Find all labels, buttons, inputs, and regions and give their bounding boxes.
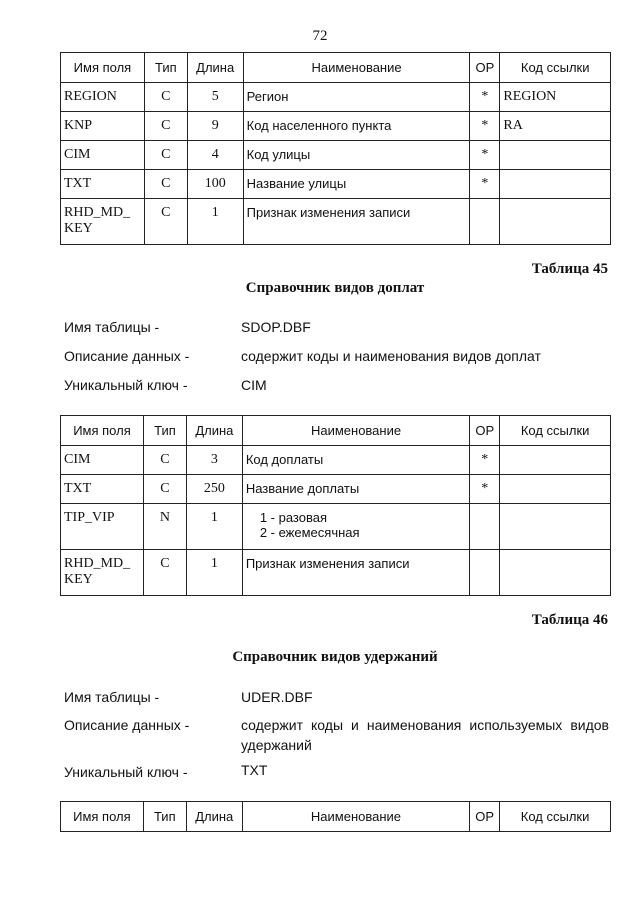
column-header-type: Тип (144, 53, 187, 83)
meta-value-unique-key: CIM (241, 377, 267, 393)
cell-op: * (470, 170, 500, 199)
cell-field-name: TXT (61, 170, 145, 199)
cell-title: Признак изменения записи (242, 550, 469, 596)
cell-field-name: REGION (61, 83, 145, 112)
column-header-field-name: Имя поля (61, 53, 145, 83)
cell-field-name: TXT (61, 475, 144, 504)
table-row (61, 112, 611, 141)
table-number-45: Таблица 45 (531, 261, 608, 277)
column-header-length: Длина (187, 53, 243, 83)
cell-op: * (470, 141, 500, 170)
fields-table-continued (60, 52, 611, 245)
page-number: 72 (312, 28, 328, 44)
column-header-op: ОР (470, 53, 500, 83)
meta-value-description: содержит коды и наименования используемых видов удержаний (241, 717, 609, 753)
cell-length: 9 (187, 112, 243, 141)
column-header-length: Длина (186, 802, 242, 832)
meta-label-table-name: Имя таблицы - (64, 689, 160, 705)
cell-length: 100 (187, 170, 243, 199)
cell-length: 1 (186, 550, 242, 596)
table-header-row (61, 53, 611, 83)
cell-length: 1 (186, 504, 242, 550)
column-header-field-name: Имя поля (61, 802, 144, 832)
cell-title: Название улицы (243, 170, 470, 199)
table-title-45: Справочник видов доплат (245, 280, 425, 296)
cell-field-name: KNP (61, 112, 145, 141)
column-header-type: Тип (143, 416, 186, 446)
cell-ref (500, 504, 611, 550)
cell-title: Код доплаты (242, 446, 469, 475)
column-header-title: Наименование (243, 53, 470, 83)
cell-length: 4 (187, 141, 243, 170)
table-row (61, 446, 611, 475)
table-row (61, 475, 611, 504)
table-row (61, 550, 611, 596)
list-item: 2 - ежемесячная (259, 525, 360, 540)
column-header-ref: Код ссылки (500, 802, 611, 832)
cell-ref (500, 199, 611, 245)
cell-op (470, 550, 500, 596)
cell-length: 5 (187, 83, 243, 112)
meta-label-unique-key: Уникальный ключ - (64, 764, 188, 780)
cell-op: * (470, 112, 500, 141)
cell-length: 3 (186, 446, 242, 475)
column-header-type: Тип (143, 802, 186, 832)
cell-field-name: RHD_MD_ KEY (61, 199, 145, 245)
cell-ref (500, 475, 611, 504)
meta-label-unique-key: Уникальный ключ - (64, 377, 188, 393)
cell-type: N (143, 504, 186, 550)
table-row (61, 141, 611, 170)
column-header-title: Наименование (242, 416, 469, 446)
table-row (61, 199, 611, 245)
cell-op: * (470, 83, 500, 112)
cell-op: * (470, 446, 500, 475)
column-header-ref: Код ссылки (500, 416, 611, 446)
cell-type: C (144, 141, 187, 170)
meta-value-description: содержит коды и наименования видов доплат (241, 348, 541, 364)
cell-type: C (144, 170, 187, 199)
cell-ref (500, 446, 611, 475)
column-header-title: Наименование (242, 802, 470, 832)
column-header-ref: Код ссылки (500, 53, 611, 83)
table-title-46: Справочник видов удержаний (232, 649, 438, 665)
column-header-field-name: Имя поля (61, 416, 144, 446)
cell-title: Код населенного пункта (243, 112, 470, 141)
cell-field-name: CIM (61, 446, 144, 475)
table-header-row (61, 802, 611, 832)
cell-op (470, 504, 500, 550)
cell-length: 1 (187, 199, 243, 245)
cell-type: C (144, 112, 187, 141)
cell-ref: RA (500, 112, 611, 141)
cell-field-name: CIM (61, 141, 145, 170)
cell-field-name: RHD_MD_ KEY (61, 550, 144, 596)
cell-op (470, 199, 500, 245)
table-row (61, 83, 611, 112)
cell-title: Код улицы (243, 141, 470, 170)
cell-field-name: TIP_VIP (61, 504, 144, 550)
table-header-row (61, 416, 611, 446)
cell-ref (500, 550, 611, 596)
cell-type: C (144, 199, 187, 245)
fields-table-45 (60, 415, 611, 596)
column-header-op: ОР (470, 802, 500, 832)
list-item: 1 - разовая (259, 510, 327, 525)
cell-type: C (143, 446, 186, 475)
meta-label-description: Описание данных - (64, 348, 190, 364)
cell-title: Признак изменения записи (243, 199, 470, 245)
cell-type: C (143, 475, 186, 504)
column-header-op: ОР (470, 416, 500, 446)
cell-ref (500, 141, 611, 170)
table-number-46: Таблица 46 (531, 612, 608, 628)
cell-ref (500, 170, 611, 199)
cell-title: Регион (243, 83, 470, 112)
cell-type: C (143, 550, 186, 596)
meta-value-table-name: UDER.DBF (241, 689, 313, 705)
meta-value-unique-key: TXT (241, 762, 268, 778)
cell-length: 250 (186, 475, 242, 504)
meta-value-table-name: SDOP.DBF (241, 319, 311, 335)
fields-table-46 (60, 801, 611, 832)
cell-title (242, 504, 469, 550)
cell-type: C (144, 83, 187, 112)
table-row (61, 504, 611, 550)
cell-ref: REGION (500, 83, 611, 112)
meta-label-description: Описание данных - (64, 717, 190, 733)
table-row (61, 170, 611, 199)
cell-op: * (470, 475, 500, 504)
meta-label-table-name: Имя таблицы - (64, 319, 160, 335)
column-header-length: Длина (186, 416, 242, 446)
cell-title: Название доплаты (242, 475, 469, 504)
